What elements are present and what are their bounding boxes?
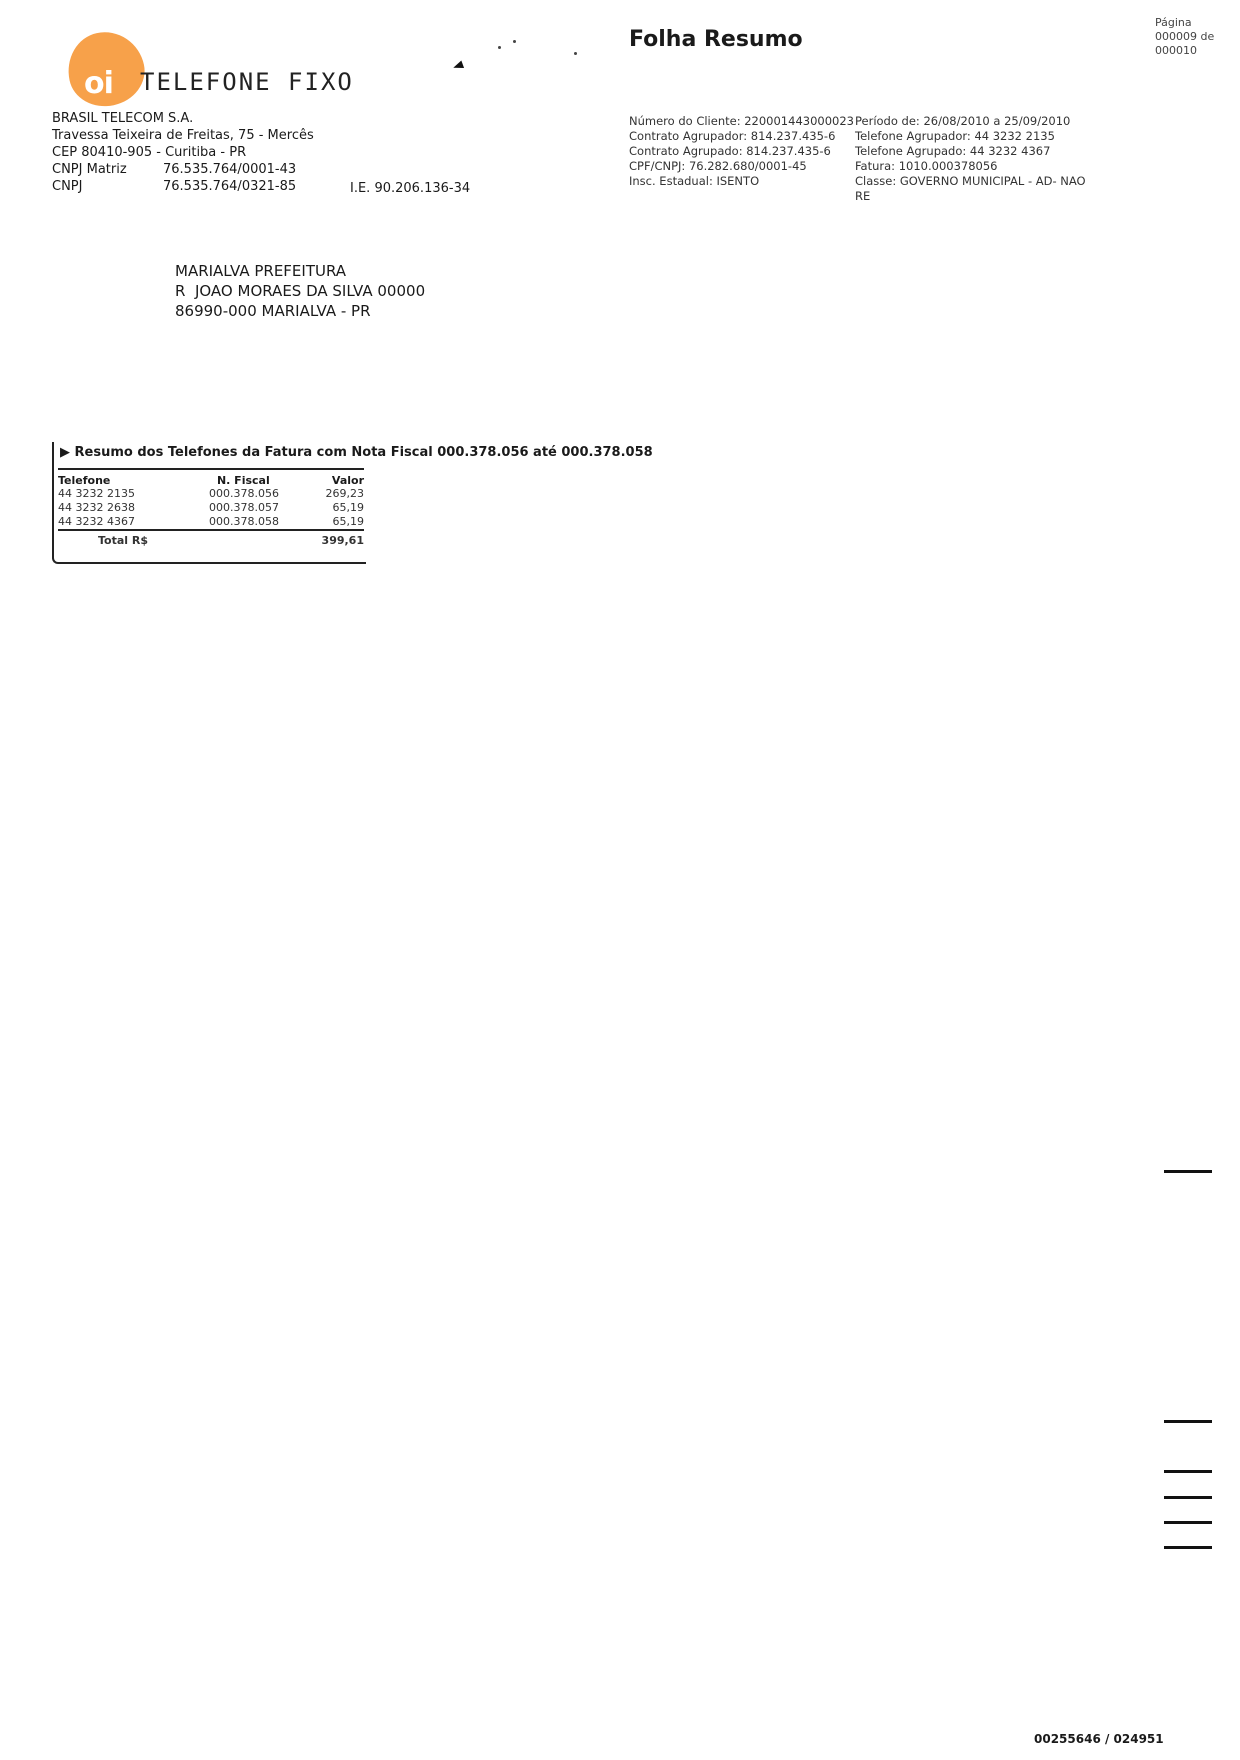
recipient-street: R JOAO MORAES DA SILVA 00000	[175, 282, 426, 300]
state-registration: I.E. 90.206.136-34	[350, 181, 471, 196]
recipient-city: 86990-000 MARIALVA - PR	[175, 302, 371, 320]
company-block	[52, 110, 314, 195]
cnpj-label: CNPJ	[52, 179, 83, 194]
sorting-mark	[1164, 1470, 1212, 1473]
page-number	[1155, 16, 1214, 58]
contract-grouper: Contrato Agrupador: 814.237.435-6	[629, 129, 836, 143]
table-header-row	[58, 469, 364, 487]
page-label-line: 000009 de	[1155, 30, 1215, 43]
state-inscription: Insc. Estadual: ISENTO	[629, 174, 760, 188]
cnpj-matriz-row	[52, 161, 314, 178]
fiscal-note-cell: 000.378.056	[208, 487, 279, 500]
fiscal-note-cell: 000.378.057	[208, 501, 279, 514]
phone-grouper: Telefone Agrupador: 44 3232 2135	[855, 129, 1055, 143]
phone-grouped: Telefone Agrupado: 44 3232 4367	[855, 144, 1051, 158]
sorting-mark	[1164, 1420, 1212, 1423]
cnpj-row	[52, 178, 314, 195]
phone-cell: 44 3232 2638	[58, 501, 135, 514]
summary-table	[58, 468, 364, 549]
logo-text: oi	[84, 66, 113, 101]
cnpj-value: 76.535.764/0321-85	[163, 179, 297, 194]
invoice-number: Fatura: 1010.000378056	[855, 159, 998, 173]
sorting-mark	[1164, 1170, 1212, 1173]
sorting-mark	[1164, 1496, 1212, 1499]
total-label: Total R$	[98, 534, 149, 547]
page-label-line: Página	[1155, 16, 1192, 29]
page-title: Folha Resumo	[629, 27, 803, 52]
total-row	[58, 530, 364, 549]
customer-info-left	[629, 114, 854, 189]
total-value: 399,61	[321, 534, 364, 547]
customer-info-right	[855, 114, 1095, 204]
column-header: N. Fiscal	[216, 474, 270, 487]
value-cell: 65,19	[332, 501, 364, 514]
document-code: 00255646 / 024951	[1034, 1732, 1164, 1746]
sorting-mark	[1164, 1521, 1212, 1524]
scan-speck	[574, 52, 577, 55]
company-address: Travessa Teixeira de Freitas, 75 - Mercês	[52, 128, 314, 143]
summary-title	[60, 445, 653, 460]
recipient-name: MARIALVA PREFEITURA	[175, 262, 347, 280]
fiscal-note-cell: 000.378.058	[208, 515, 279, 528]
column-header: Valor	[331, 474, 364, 487]
summary-title-text: Resumo dos Telefones da Fatura com Nota Fiscal 000.378.056 até 000.378.058	[74, 445, 653, 460]
company-cep: CEP 80410-905 - Curitiba - PR	[52, 145, 247, 160]
scan-speck	[498, 46, 501, 49]
value-cell: 269,23	[325, 487, 364, 500]
company-name: BRASIL TELECOM S.A.	[52, 111, 194, 126]
cpf-cnpj: CPF/CNPJ: 76.282.680/0001-45	[629, 159, 807, 173]
table-row	[58, 487, 364, 501]
column-header: Telefone	[58, 474, 111, 487]
customer-number: Número do Cliente: 220001443000023	[629, 114, 854, 128]
total-spacer	[199, 530, 322, 549]
page-label-line: 000010	[1155, 44, 1197, 57]
recipient-address	[175, 261, 425, 321]
cnpj-matriz-value: 76.535.764/0001-43	[163, 162, 297, 177]
cnpj-matriz-label: CNPJ Matriz	[52, 162, 127, 177]
value-cell: 65,19	[332, 515, 364, 528]
table-row	[58, 515, 364, 530]
sorting-mark	[1164, 1546, 1212, 1549]
contract-grouped: Contrato Agrupado: 814.237.435-6	[629, 144, 831, 158]
scan-speck	[513, 40, 516, 43]
scan-mark	[452, 61, 464, 72]
phone-cell: 44 3232 4367	[58, 515, 135, 528]
arrow-right-icon: ▶	[60, 445, 70, 460]
customer-class: Classe: GOVERNO MUNICIPAL - AD- NAO RE	[855, 174, 1086, 203]
billing-period: Período de: 26/08/2010 a 25/09/2010	[855, 114, 1071, 128]
table-row	[58, 501, 364, 515]
phone-cell: 44 3232 2135	[58, 487, 135, 500]
product-name: TELEFONE FIXO	[140, 68, 354, 96]
